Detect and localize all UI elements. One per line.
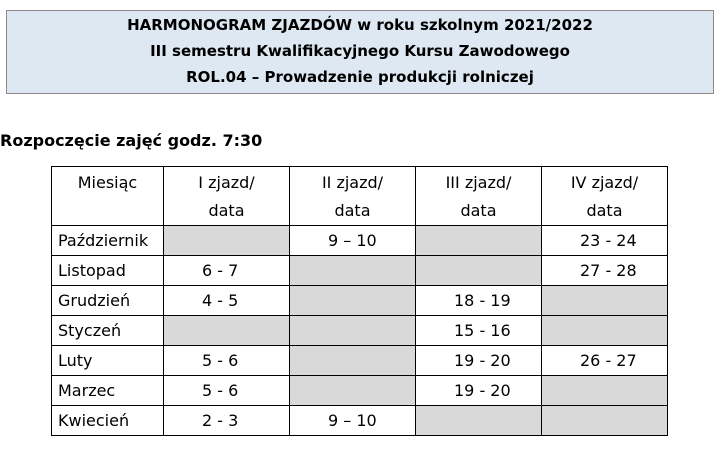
column-header-zjazd-1 <box>164 167 290 226</box>
column-header-zjazd-3 <box>416 167 542 226</box>
title-line-2: III semestru Kwalifikacyjnego Kursu Zawodowego <box>150 42 570 60</box>
table-row <box>52 256 668 286</box>
date-cell-empty <box>416 406 542 436</box>
date-cell-empty <box>290 376 416 406</box>
column-header-zjazd-2 <box>290 167 416 226</box>
month-cell: Grudzień <box>52 286 164 316</box>
date-cell-empty <box>416 226 542 256</box>
title-line-3: ROL.04 – Prowadzenie produkcji rolniczej <box>186 68 534 86</box>
table-row <box>52 286 668 316</box>
month-cell: Kwiecień <box>52 406 164 436</box>
date-cell: 5 - 6 <box>164 346 290 376</box>
column-header-sublabel: data <box>208 201 245 220</box>
table-row <box>52 346 668 376</box>
date-cell-empty <box>542 286 668 316</box>
date-cell: 19 - 20 <box>416 346 542 376</box>
date-cell-empty <box>290 256 416 286</box>
date-cell-empty <box>416 256 542 286</box>
column-header-label: I zjazd/ <box>198 173 255 192</box>
month-cell: Listopad <box>52 256 164 286</box>
date-cell: 2 - 3 <box>164 406 290 436</box>
date-cell-empty <box>164 316 290 346</box>
date-cell-empty <box>542 406 668 436</box>
column-header-sublabel: data <box>586 201 623 220</box>
date-cell-empty <box>542 376 668 406</box>
table-row <box>52 316 668 346</box>
date-cell: 9 – 10 <box>290 226 416 256</box>
title-box <box>6 10 714 94</box>
month-cell: Październik <box>52 226 164 256</box>
date-cell: 15 - 16 <box>416 316 542 346</box>
date-cell-empty <box>290 346 416 376</box>
date-cell: 9 – 10 <box>290 406 416 436</box>
table-row <box>52 376 668 406</box>
column-header-label: III zjazd/ <box>445 173 512 192</box>
column-header-label: IV zjazd/ <box>570 173 639 192</box>
date-cell-empty <box>290 316 416 346</box>
date-cell-empty <box>164 226 290 256</box>
month-cell: Marzec <box>52 376 164 406</box>
date-cell: 19 - 20 <box>416 376 542 406</box>
column-header-sublabel: data <box>460 201 497 220</box>
date-cell-empty <box>542 316 668 346</box>
column-header-zjazd-4 <box>542 167 668 226</box>
date-cell: 6 - 7 <box>164 256 290 286</box>
column-header-month-label: Miesiąc <box>77 173 138 192</box>
title-line-1: HARMONOGRAM ZJAZDÓW w roku szkolnym 2021/2022 <box>127 16 593 34</box>
date-cell: 4 - 5 <box>164 286 290 316</box>
start-time-info: Rozpoczęcie zajęć godz. 7:30 <box>0 131 263 150</box>
table-row <box>52 226 668 256</box>
column-header-sublabel: data <box>334 201 371 220</box>
table-row <box>52 406 668 436</box>
table-header-row <box>52 167 668 226</box>
date-cell: 26 - 27 <box>542 346 668 376</box>
date-cell: 23 - 24 <box>542 226 668 256</box>
date-cell: 5 - 6 <box>164 376 290 406</box>
month-cell: Styczeń <box>52 316 164 346</box>
month-cell: Luty <box>52 346 164 376</box>
column-header-label: II zjazd/ <box>321 173 384 192</box>
schedule-table <box>51 166 668 436</box>
date-cell-empty <box>290 286 416 316</box>
column-header-month <box>52 167 164 226</box>
date-cell: 27 - 28 <box>542 256 668 286</box>
date-cell: 18 - 19 <box>416 286 542 316</box>
